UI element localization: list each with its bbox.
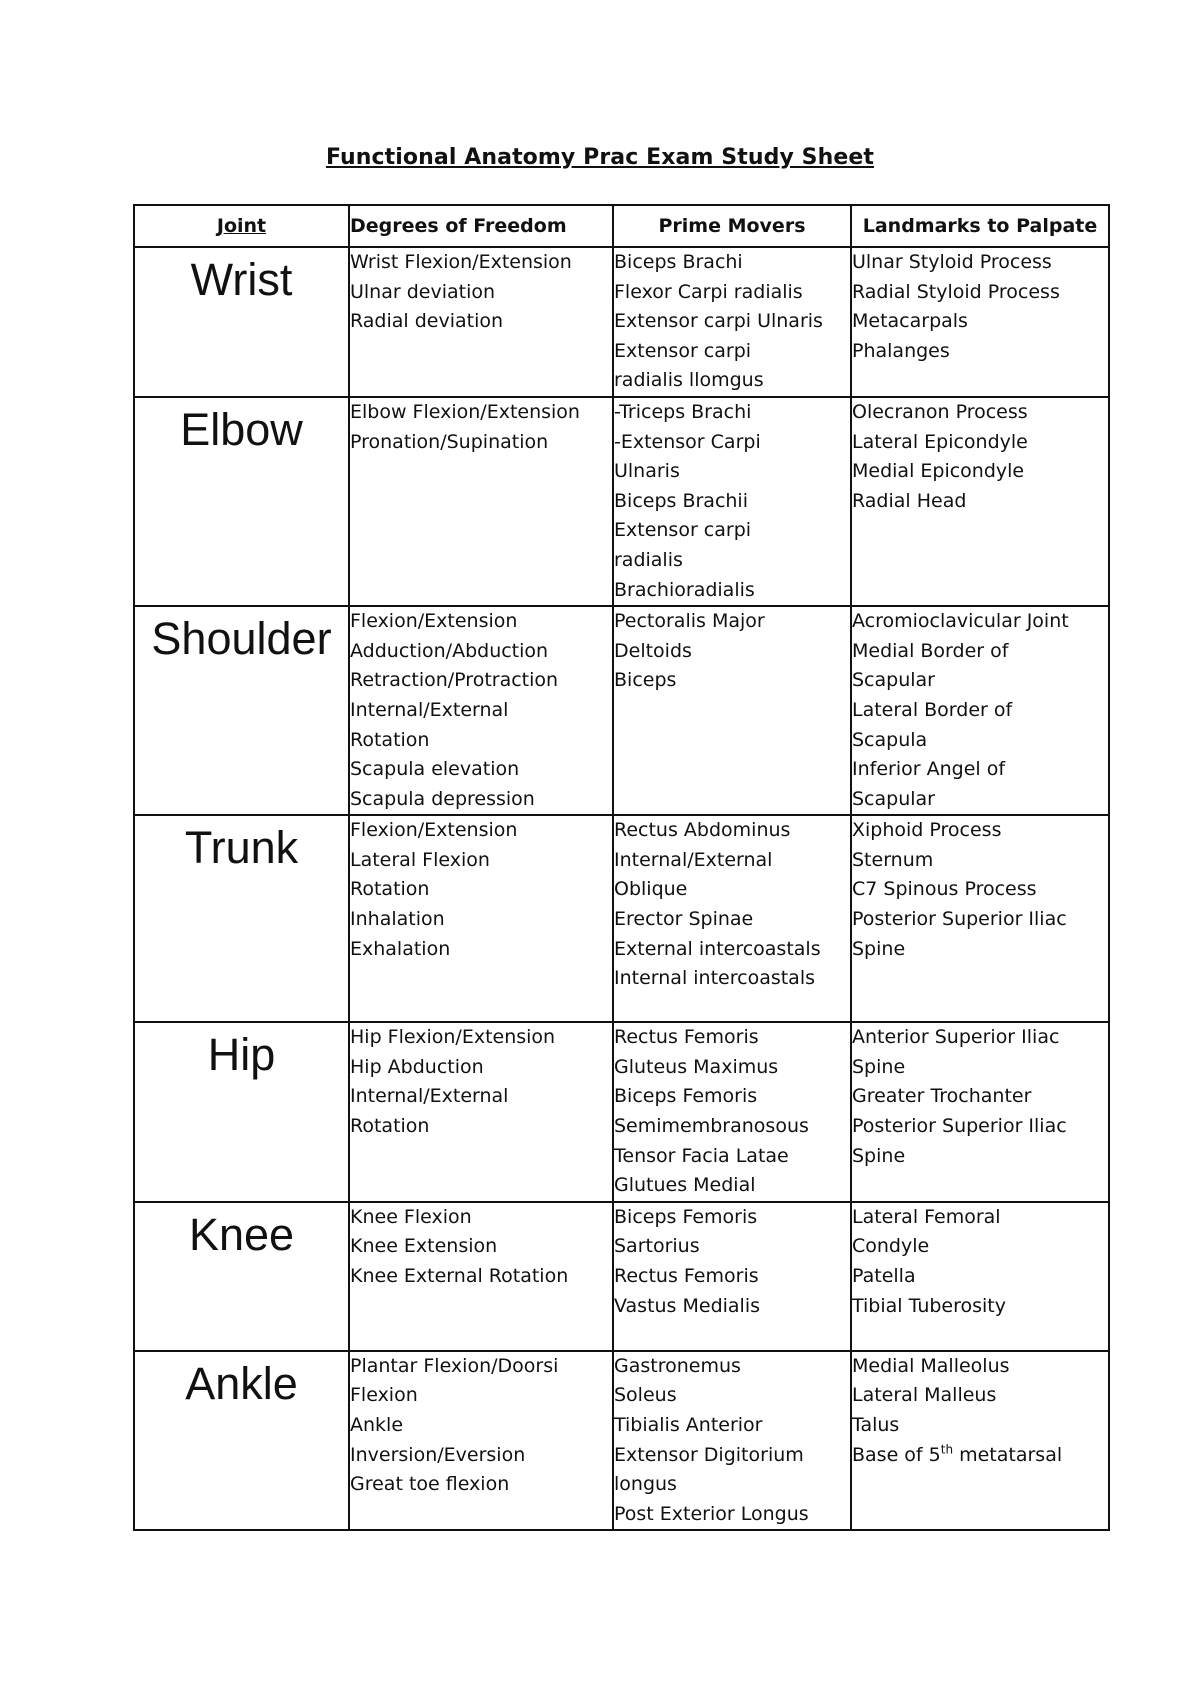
list-item: Spine <box>852 1055 906 1078</box>
list-item: Lateral Malleus <box>852 1384 997 1407</box>
prime-movers-cell <box>613 1022 851 1202</box>
list-item: Sartorius <box>614 1235 700 1258</box>
joint-name: Wrist <box>134 247 349 397</box>
superscript: th <box>940 1442 954 1457</box>
list-item: Knee Extension <box>350 1235 498 1258</box>
list-item: Spine <box>852 937 906 960</box>
list-item: -Triceps Brachi <box>614 400 752 423</box>
degrees-of-freedom-cell <box>349 247 613 397</box>
list-item: Medial Malleolus <box>852 1354 1010 1377</box>
list-item: Pronation/Supination <box>350 430 549 453</box>
list-item: Sternum <box>852 848 934 871</box>
landmarks-cell <box>851 247 1109 397</box>
list-item: Metacarpals <box>852 310 968 333</box>
list-item: Elbow Flexion/Extension <box>350 400 580 423</box>
degrees-of-freedom-cell <box>349 1022 613 1202</box>
list-item-text: Base of 5 <box>852 1443 941 1466</box>
list-item: Ulnaris <box>614 460 680 483</box>
list-item: Medial Border of <box>852 639 1009 662</box>
list-item: Internal intercoastals <box>614 967 816 990</box>
list-item: Posterior Superior Iliac <box>852 908 1067 931</box>
joint-name: Ankle <box>134 1351 349 1531</box>
landmarks-cell <box>851 1202 1109 1351</box>
list-item: Retraction/Protraction <box>350 669 559 692</box>
list-item: Rectus Abdominus <box>614 819 791 842</box>
list-item: Biceps Brachii <box>614 489 748 512</box>
landmarks-cell <box>851 1022 1109 1202</box>
list-item: Gluteus Maximus <box>614 1055 779 1078</box>
list-item: Radial deviation <box>350 310 504 333</box>
list-item: Tensor Facia Latae <box>614 1144 789 1167</box>
list-item: Brachioradialis <box>614 578 755 601</box>
prime-movers-cell <box>613 606 851 815</box>
list-item: Posterior Superior Iliac <box>852 1115 1067 1138</box>
landmarks-cell <box>851 397 1109 606</box>
list-item: Oblique <box>614 878 688 901</box>
list-item: Rectus Femoris <box>614 1265 759 1288</box>
list-item: Inferior Angel of <box>852 758 1006 781</box>
list-item: Biceps Femoris <box>614 1085 758 1108</box>
list-item: Hip Abduction <box>350 1055 484 1078</box>
list-item: Gastronemus <box>614 1354 741 1377</box>
list-item: Inversion/Eversion <box>350 1443 526 1466</box>
table-row <box>134 247 1109 397</box>
list-item: Lateral Epicondyle <box>852 430 1028 453</box>
joint-name: Elbow <box>134 397 349 606</box>
joint-name: Shoulder <box>134 606 349 815</box>
list-item: Internal/External <box>614 848 773 871</box>
list-item: Phalanges <box>852 339 950 362</box>
list-item: Radial Head <box>852 489 967 512</box>
list-item: Plantar Flexion/Doorsi <box>350 1354 559 1377</box>
list-item: Scapula <box>852 728 928 751</box>
list-item: Lateral Femoral <box>852 1205 1001 1228</box>
list-item: radialis llomgus <box>614 369 764 392</box>
list-item: Patella <box>852 1265 916 1288</box>
landmarks-cell <box>851 1351 1109 1531</box>
list-item: Medial Epicondyle <box>852 460 1025 483</box>
list-item: Pectoralis Major <box>614 610 765 633</box>
list-item: Extensor carpi <box>614 339 752 362</box>
list-item: Scapula depression <box>350 787 535 810</box>
list-item: longus <box>614 1473 677 1496</box>
list-item: Biceps <box>614 669 677 692</box>
landmarks-cell <box>851 606 1109 815</box>
list-item: Lateral Border of <box>852 698 1013 721</box>
list-item: Flexion/Extension <box>350 819 518 842</box>
list-item: Rectus Femoris <box>614 1026 759 1049</box>
list-item: Acromioclavicular Joint <box>852 610 1069 633</box>
list-item: Scapular <box>852 787 935 810</box>
prime-movers-cell <box>613 397 851 606</box>
list-item: Greater Trochanter <box>852 1085 1032 1108</box>
table-row <box>134 1022 1109 1202</box>
list-item: Olecranon Process <box>852 400 1028 423</box>
list-item: Flexion/Extension <box>350 610 518 633</box>
list-item: Condyle <box>852 1235 930 1258</box>
table-row <box>134 1202 1109 1351</box>
list-item: Rotation <box>350 728 430 751</box>
prime-movers-cell <box>613 247 851 397</box>
list-item: Post Exterior Longus <box>614 1502 809 1525</box>
study-table <box>133 204 1110 1531</box>
list-item: Soleus <box>614 1384 677 1407</box>
list-item: Semimembranosous <box>614 1115 809 1138</box>
table-body <box>134 247 1109 1530</box>
list-item: C7 Spinous Process <box>852 878 1037 901</box>
prime-movers-cell <box>613 1351 851 1531</box>
list-item: Rotation <box>350 1115 430 1138</box>
list-item: Extensor carpi Ulnaris <box>614 310 823 333</box>
list-item: Extensor carpi <box>614 519 752 542</box>
degrees-of-freedom-cell <box>349 1351 613 1531</box>
table-row <box>134 606 1109 815</box>
degrees-of-freedom-cell <box>349 815 613 1022</box>
degrees-of-freedom-cell <box>349 606 613 815</box>
list-item: Scapula elevation <box>350 758 520 781</box>
list-item: Talus <box>852 1414 900 1437</box>
prime-movers-cell <box>613 815 851 1022</box>
list-item: radialis <box>614 548 683 571</box>
degrees-of-freedom-cell <box>349 397 613 606</box>
list-item: Rotation <box>350 878 430 901</box>
header-landmarks: Landmarks to Palpate <box>851 205 1109 247</box>
table-row <box>134 815 1109 1022</box>
list-item: Internal/External <box>350 1085 509 1108</box>
list-item: Vastus Medialis <box>614 1294 761 1317</box>
list-item: Tibial Tuberosity <box>852 1294 1007 1317</box>
list-item: Adduction/Abduction <box>350 639 549 662</box>
header-degrees-of-freedom: Degrees of Freedom <box>349 205 613 247</box>
list-item: Flexor Carpi radialis <box>614 280 803 303</box>
list-item: Radial Styloid Process <box>852 280 1060 303</box>
list-item: Deltoids <box>614 639 692 662</box>
header-prime-movers: Prime Movers <box>613 205 851 247</box>
list-item: Inhalation <box>350 908 445 931</box>
list-item-text: metatarsal <box>953 1443 1063 1466</box>
list-item: Flexion <box>350 1384 418 1407</box>
list-item: Anterior Superior Iliac <box>852 1026 1060 1049</box>
list-item: Erector Spinae <box>614 908 754 931</box>
list-item: Exhalation <box>350 937 451 960</box>
list-item: Spine <box>852 1144 906 1167</box>
list-item: -Extensor Carpi <box>614 430 761 453</box>
list-item: Glutues Medial <box>614 1174 756 1197</box>
degrees-of-freedom-cell <box>349 1202 613 1351</box>
list-item: Ulnar deviation <box>350 280 496 303</box>
list-item: Lateral Flexion <box>350 848 490 871</box>
prime-movers-cell <box>613 1202 851 1351</box>
table-row <box>134 1351 1109 1531</box>
header-row <box>134 205 1109 247</box>
list-item: Extensor Digitorium <box>614 1443 804 1466</box>
list-item: Tibialis Anterior <box>614 1414 763 1437</box>
list-item: External intercoastals <box>614 937 821 960</box>
list-item: Ankle <box>350 1414 404 1437</box>
joint-name: Trunk <box>134 815 349 1022</box>
list-item: Hip Flexion/Extension <box>350 1026 556 1049</box>
list-item: Biceps Brachi <box>614 251 743 273</box>
list-item: Scapular <box>852 669 935 692</box>
list-item: Knee External Rotation <box>350 1265 569 1288</box>
page-title: Functional Anatomy Prac Exam Study Sheet <box>325 145 875 170</box>
landmarks-cell <box>851 815 1109 1022</box>
joint-name: Knee <box>134 1202 349 1351</box>
table-row <box>134 397 1109 606</box>
list-item: Ulnar Styloid Process <box>852 251 1052 273</box>
list-item <box>852 1441 1108 1471</box>
list-item: Xiphoid Process <box>852 819 1002 842</box>
header-joint: Joint <box>134 205 349 247</box>
joint-name: Hip <box>134 1022 349 1202</box>
list-item: Great toe flexion <box>350 1473 510 1496</box>
list-item: Biceps Femoris <box>614 1205 758 1228</box>
list-item: Wrist Flexion/Extension <box>350 251 572 273</box>
list-item: Internal/External <box>350 698 509 721</box>
list-item: Knee Flexion <box>350 1205 472 1228</box>
